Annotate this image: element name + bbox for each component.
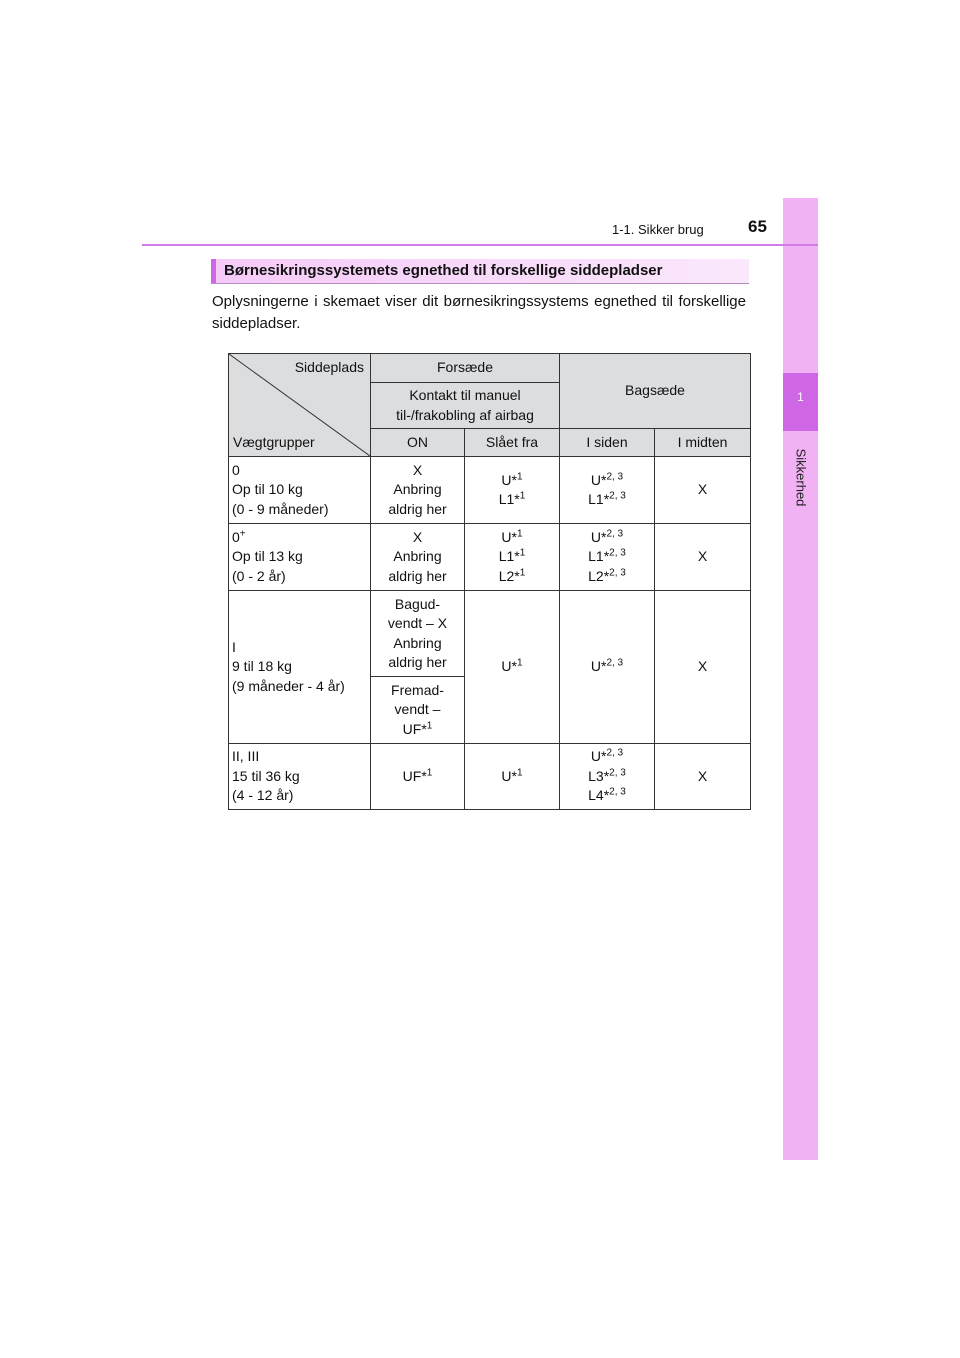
page-heading: Børnesikringssystemets egnethed til forskellige siddepladser xyxy=(224,262,663,279)
airbag-switch-header: Kontakt til manuel til-/frakobling af airbag xyxy=(371,383,560,429)
table-row xyxy=(229,591,751,677)
on-cell: UF*$^1$ xyxy=(371,744,465,810)
table-row xyxy=(229,524,751,591)
col-off-header: Slået fra xyxy=(465,429,560,457)
group-cell: 0+ Op til 13 kg (0 - 2 år) xyxy=(229,524,371,591)
corner-header-cell xyxy=(229,354,371,457)
rear-seat-header: Bagsæde xyxy=(560,354,751,429)
on-cell: X Anbring aldrig her xyxy=(371,524,465,591)
off-cell: U*$^1$ L1*$^1$ L2*$^1$ xyxy=(465,524,560,591)
seat-suitability-table xyxy=(228,353,751,810)
side-cell: U*$^{2, 3}$ xyxy=(560,591,655,744)
table-row xyxy=(229,744,751,810)
side-cell: U*$^{2, 3}$ L1*$^{2, 3}$ L2*$^{2, 3}$ xyxy=(560,524,655,591)
col-side-header: I siden xyxy=(560,429,655,457)
table-row xyxy=(229,457,751,524)
group-cell: 0 Op til 10 kg (0 - 9 måneder) xyxy=(229,457,371,524)
front-seat-header: Forsæde xyxy=(371,354,560,383)
middle-cell: X xyxy=(655,744,751,810)
on-rear-facing-cell: Bagud- vendt – X Anbring aldrig her xyxy=(371,591,465,677)
page-number: 65 xyxy=(748,217,767,236)
header-rule xyxy=(142,244,818,246)
off-cell: U*$^1$ xyxy=(465,591,560,744)
side-cell: U*$^{2, 3}$ L1*$^{2, 3}$ xyxy=(560,457,655,524)
corner-group-label: Vægtgrupper xyxy=(233,433,315,450)
middle-cell: X xyxy=(655,524,751,591)
chapter-side-tab xyxy=(783,198,818,1160)
on-forward-facing-cell: Fremad- vendt – UF*$^1$ xyxy=(371,677,465,744)
off-cell: U*$^1$ xyxy=(465,744,560,810)
intro-paragraph: Oplysningerne i skemaet viser dit børnesikringssystems egnethed til forskellige siddepladser. xyxy=(212,293,746,332)
heading-accent xyxy=(211,259,216,283)
corner-seat-label: Siddeplads xyxy=(294,359,364,375)
middle-cell: X xyxy=(655,457,751,524)
group-cell: II, III 15 til 36 kg (4 - 12 år) xyxy=(229,744,371,810)
col-middle-header: I midten xyxy=(655,429,751,457)
off-cell: U*$^1$ L1*$^1$ xyxy=(465,457,560,524)
side-cell: U*$^{2, 3}$ L3*$^{2, 3}$ L4*$^{2, 3}$ xyxy=(560,744,655,810)
chapter-number: 1 xyxy=(797,390,804,404)
col-on-header: ON xyxy=(371,429,465,457)
on-cell: X Anbring aldrig her xyxy=(371,457,465,524)
chapter-label: Sikkerhed xyxy=(793,448,809,507)
heading-underline xyxy=(211,283,749,284)
middle-cell: X xyxy=(655,591,751,744)
group-cell: I 9 til 18 kg (9 måneder - 4 år) xyxy=(229,591,371,744)
section-title: 1-1. Sikker brug xyxy=(612,222,704,237)
